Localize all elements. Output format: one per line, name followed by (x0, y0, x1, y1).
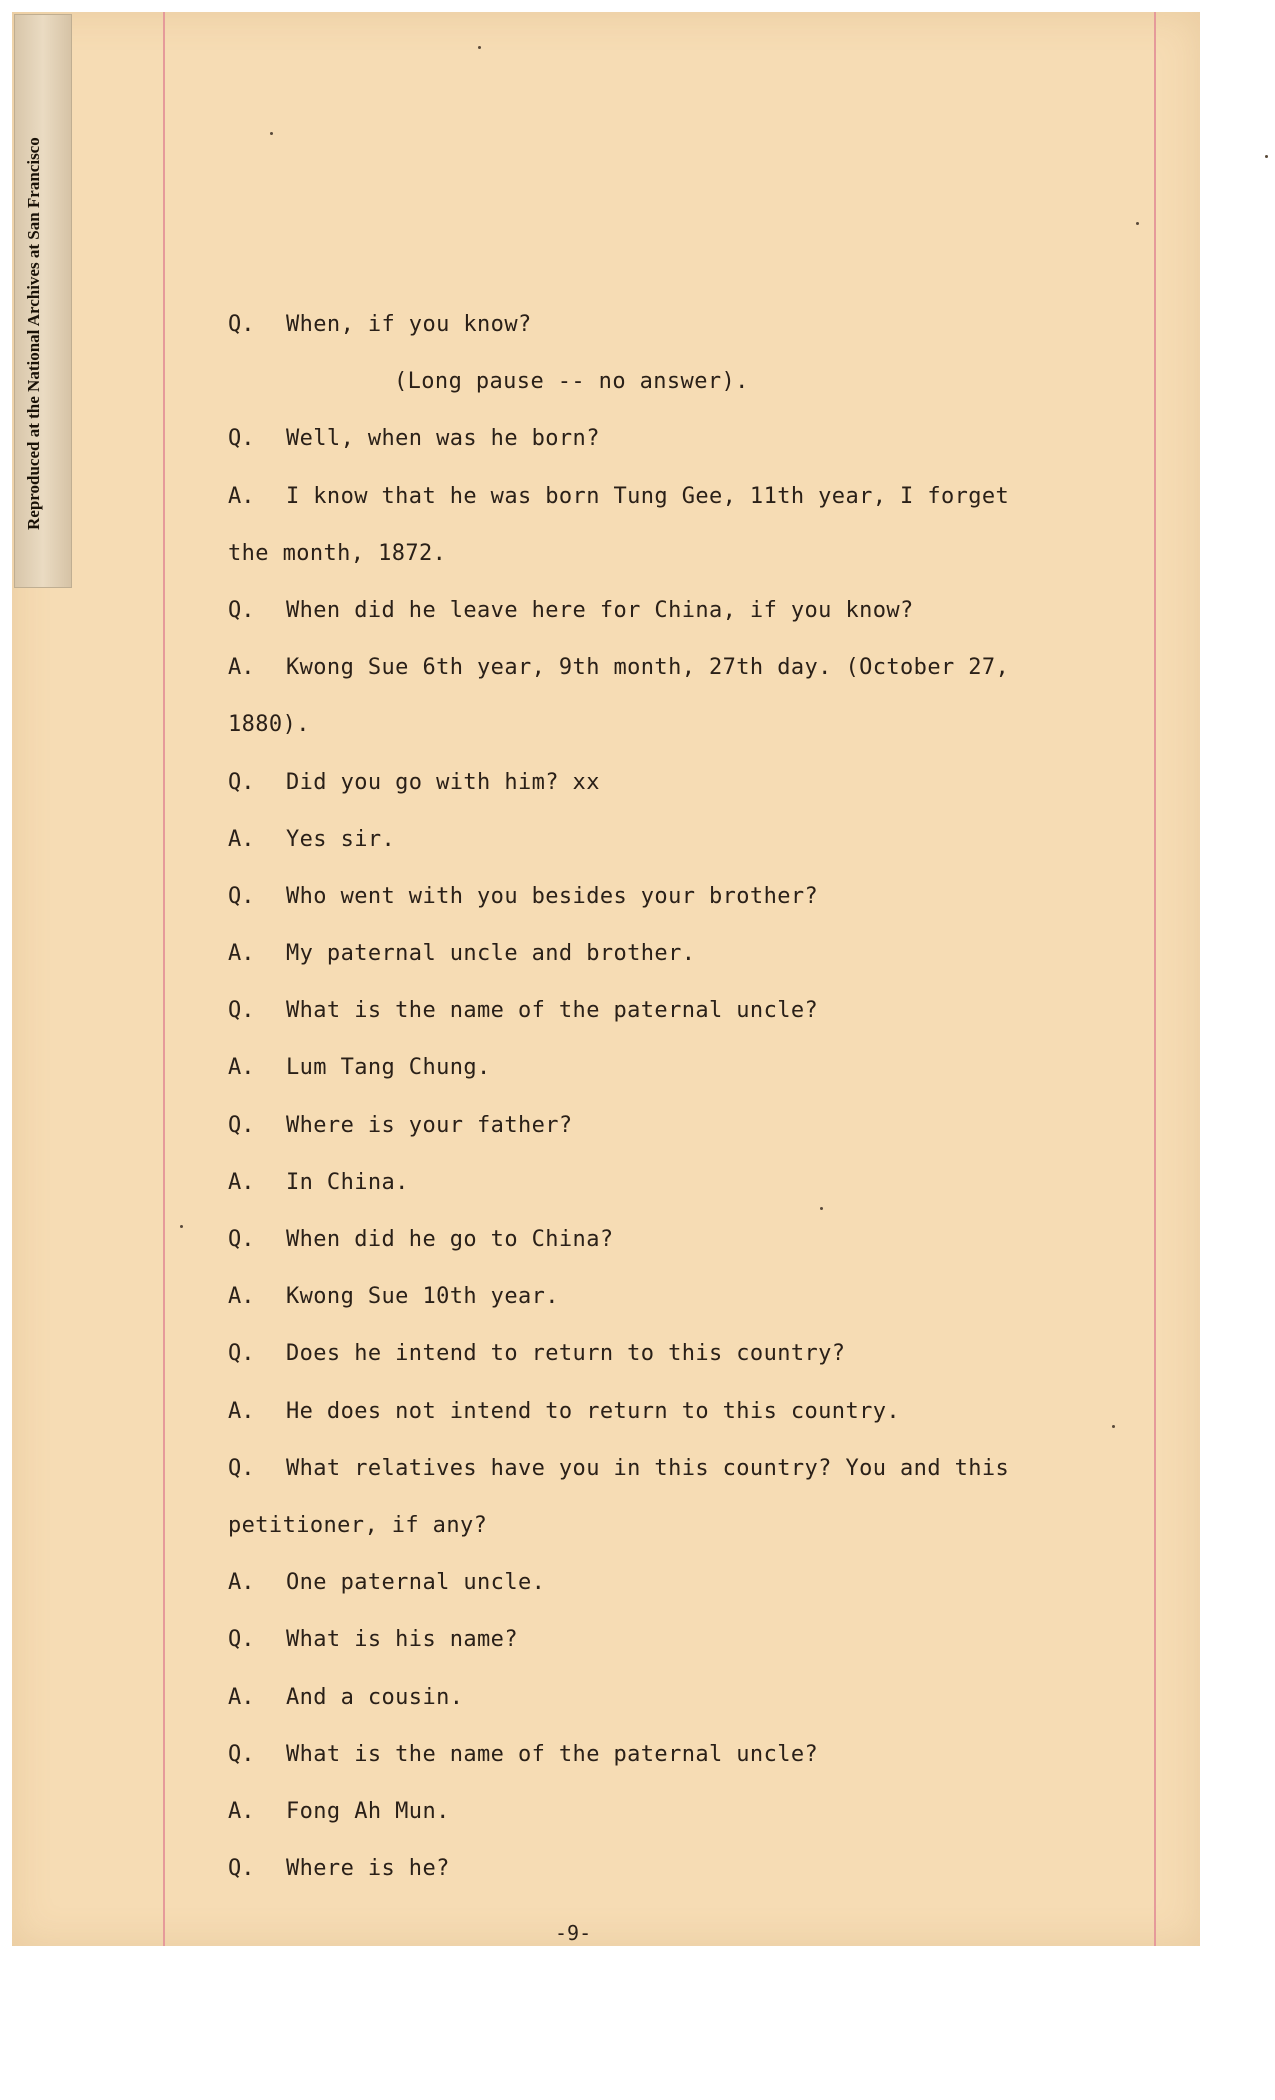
speaker-marker: A. (228, 483, 255, 509)
speaker-marker: A. (228, 941, 255, 967)
transcript-text: And a cousin. (286, 1684, 464, 1710)
speaker-marker: Q. (228, 1227, 255, 1252)
transcript-text: He does not intend to return to this country. (286, 1398, 901, 1424)
transcript-text: Who went with you besides your brother? (286, 883, 819, 909)
transcript-text: 1880). (228, 712, 310, 738)
transcript-text: Kwong Sue 6th year, 9th month, 27th day. (October 27, (286, 655, 1010, 681)
transcript-line (228, 1052, 1088, 1109)
speaker-marker: A. (228, 1055, 255, 1081)
right-margin-line (1154, 12, 1156, 1946)
transcript-line (228, 1624, 1088, 1681)
paper-speck (478, 46, 481, 49)
speaker-marker: A. (228, 1284, 255, 1310)
transcript-line (228, 995, 1088, 1052)
speaker-marker: Q. (228, 1455, 255, 1481)
speaker-marker: A. (228, 1798, 255, 1824)
transcript-line (228, 1453, 1088, 1510)
speaker-marker: A. (228, 1169, 255, 1195)
left-margin-line (163, 12, 165, 1946)
transcript-line (228, 366, 1088, 423)
paper-speck (1136, 222, 1139, 225)
speaker-marker: Q. (228, 998, 255, 1024)
transcript-text: Fong Ah Mun. (286, 1798, 450, 1824)
transcript-line (228, 824, 1088, 881)
transcript-line (228, 767, 1088, 824)
transcript-line (228, 1167, 1088, 1224)
transcript-line (228, 1739, 1088, 1796)
transcript-line (228, 1567, 1088, 1624)
transcript-line (228, 1796, 1088, 1853)
transcript-line (228, 1224, 1088, 1281)
paper-speck (1112, 1425, 1115, 1428)
speaker-marker: Q. (228, 1741, 255, 1767)
transcript-text: Well, when was he born? (286, 426, 600, 452)
transcript-text: When did he go to China? (286, 1227, 614, 1252)
transcript-line (228, 1110, 1088, 1167)
transcript-line (228, 423, 1088, 480)
speaker-marker: A. (228, 1684, 255, 1710)
speaker-marker: Q. (228, 1341, 255, 1367)
transcript-text: What is the name of the paternal uncle? (286, 998, 819, 1024)
transcript-text: Where is he? (286, 1856, 450, 1882)
transcript-text: What is his name? (286, 1627, 518, 1653)
transcript-line (228, 595, 1088, 652)
page-number: -9- (555, 1921, 592, 1945)
transcript-line (228, 709, 1088, 766)
transcript-text: petitioner, if any? (228, 1512, 488, 1538)
speaker-marker: Q. (228, 769, 255, 795)
speaker-marker: A. (228, 1398, 255, 1424)
transcript-text: What relatives have you in this country? You and this (286, 1455, 1010, 1481)
speaker-marker: Q. (228, 597, 255, 623)
transcript-line (228, 1853, 1088, 1910)
speaker-marker: Q. (228, 312, 255, 337)
speaker-marker: A. (228, 1570, 255, 1596)
transcript-text: Lum Tang Chung. (286, 1055, 491, 1081)
speaker-marker: Q. (228, 426, 255, 452)
transcript-line (228, 1682, 1088, 1739)
speaker-marker: Q. (228, 1112, 255, 1138)
transcript-text: In China. (286, 1169, 409, 1195)
transcript-text: Kwong Sue 10th year. (286, 1284, 559, 1310)
transcript-line (228, 1338, 1088, 1395)
speaker-marker: Q. (228, 883, 255, 909)
speaker-marker: Q. (228, 1856, 255, 1882)
transcript-line (228, 1396, 1088, 1453)
transcript-line (228, 938, 1088, 995)
transcript-line (228, 1510, 1088, 1567)
paper-speck (180, 1225, 183, 1228)
paper-speck (270, 132, 273, 135)
transcript-line (228, 481, 1088, 538)
transcript-text: One paternal uncle. (286, 1570, 546, 1596)
transcript-text: Does he intend to return to this country? (286, 1341, 846, 1367)
paper-speck (1265, 155, 1268, 158)
transcript-text: the month, 1872. (228, 540, 447, 566)
transcript-text: (Long pause -- no answer). (394, 369, 749, 395)
transcript-line (228, 652, 1088, 709)
transcript-text: Yes sir. (286, 826, 396, 852)
speaker-marker (228, 366, 286, 423)
transcript-text: Did you go with him? xx (286, 769, 600, 795)
transcript-text: My paternal uncle and brother. (286, 941, 696, 967)
transcript-text: Where is your father? (286, 1112, 573, 1138)
transcript-line (228, 881, 1088, 938)
transcript-line (228, 538, 1088, 595)
transcript-text: When did he leave here for China, if you know? (286, 597, 914, 623)
transcript-body (228, 309, 1088, 1910)
transcript-line (228, 1281, 1088, 1338)
transcript-text: I know that he was born Tung Gee, 11th year, I forget (286, 483, 1010, 509)
paper-speck (820, 1207, 823, 1210)
archive-label: Reproduced at the National Archives at San Francisco (24, 137, 43, 530)
speaker-marker: A. (228, 655, 255, 681)
transcript-text: When, if you know? (286, 312, 532, 337)
speaker-marker: A. (228, 826, 255, 852)
transcript-line (228, 309, 1088, 366)
speaker-marker: Q. (228, 1627, 255, 1653)
transcript-text: What is the name of the paternal uncle? (286, 1741, 819, 1767)
